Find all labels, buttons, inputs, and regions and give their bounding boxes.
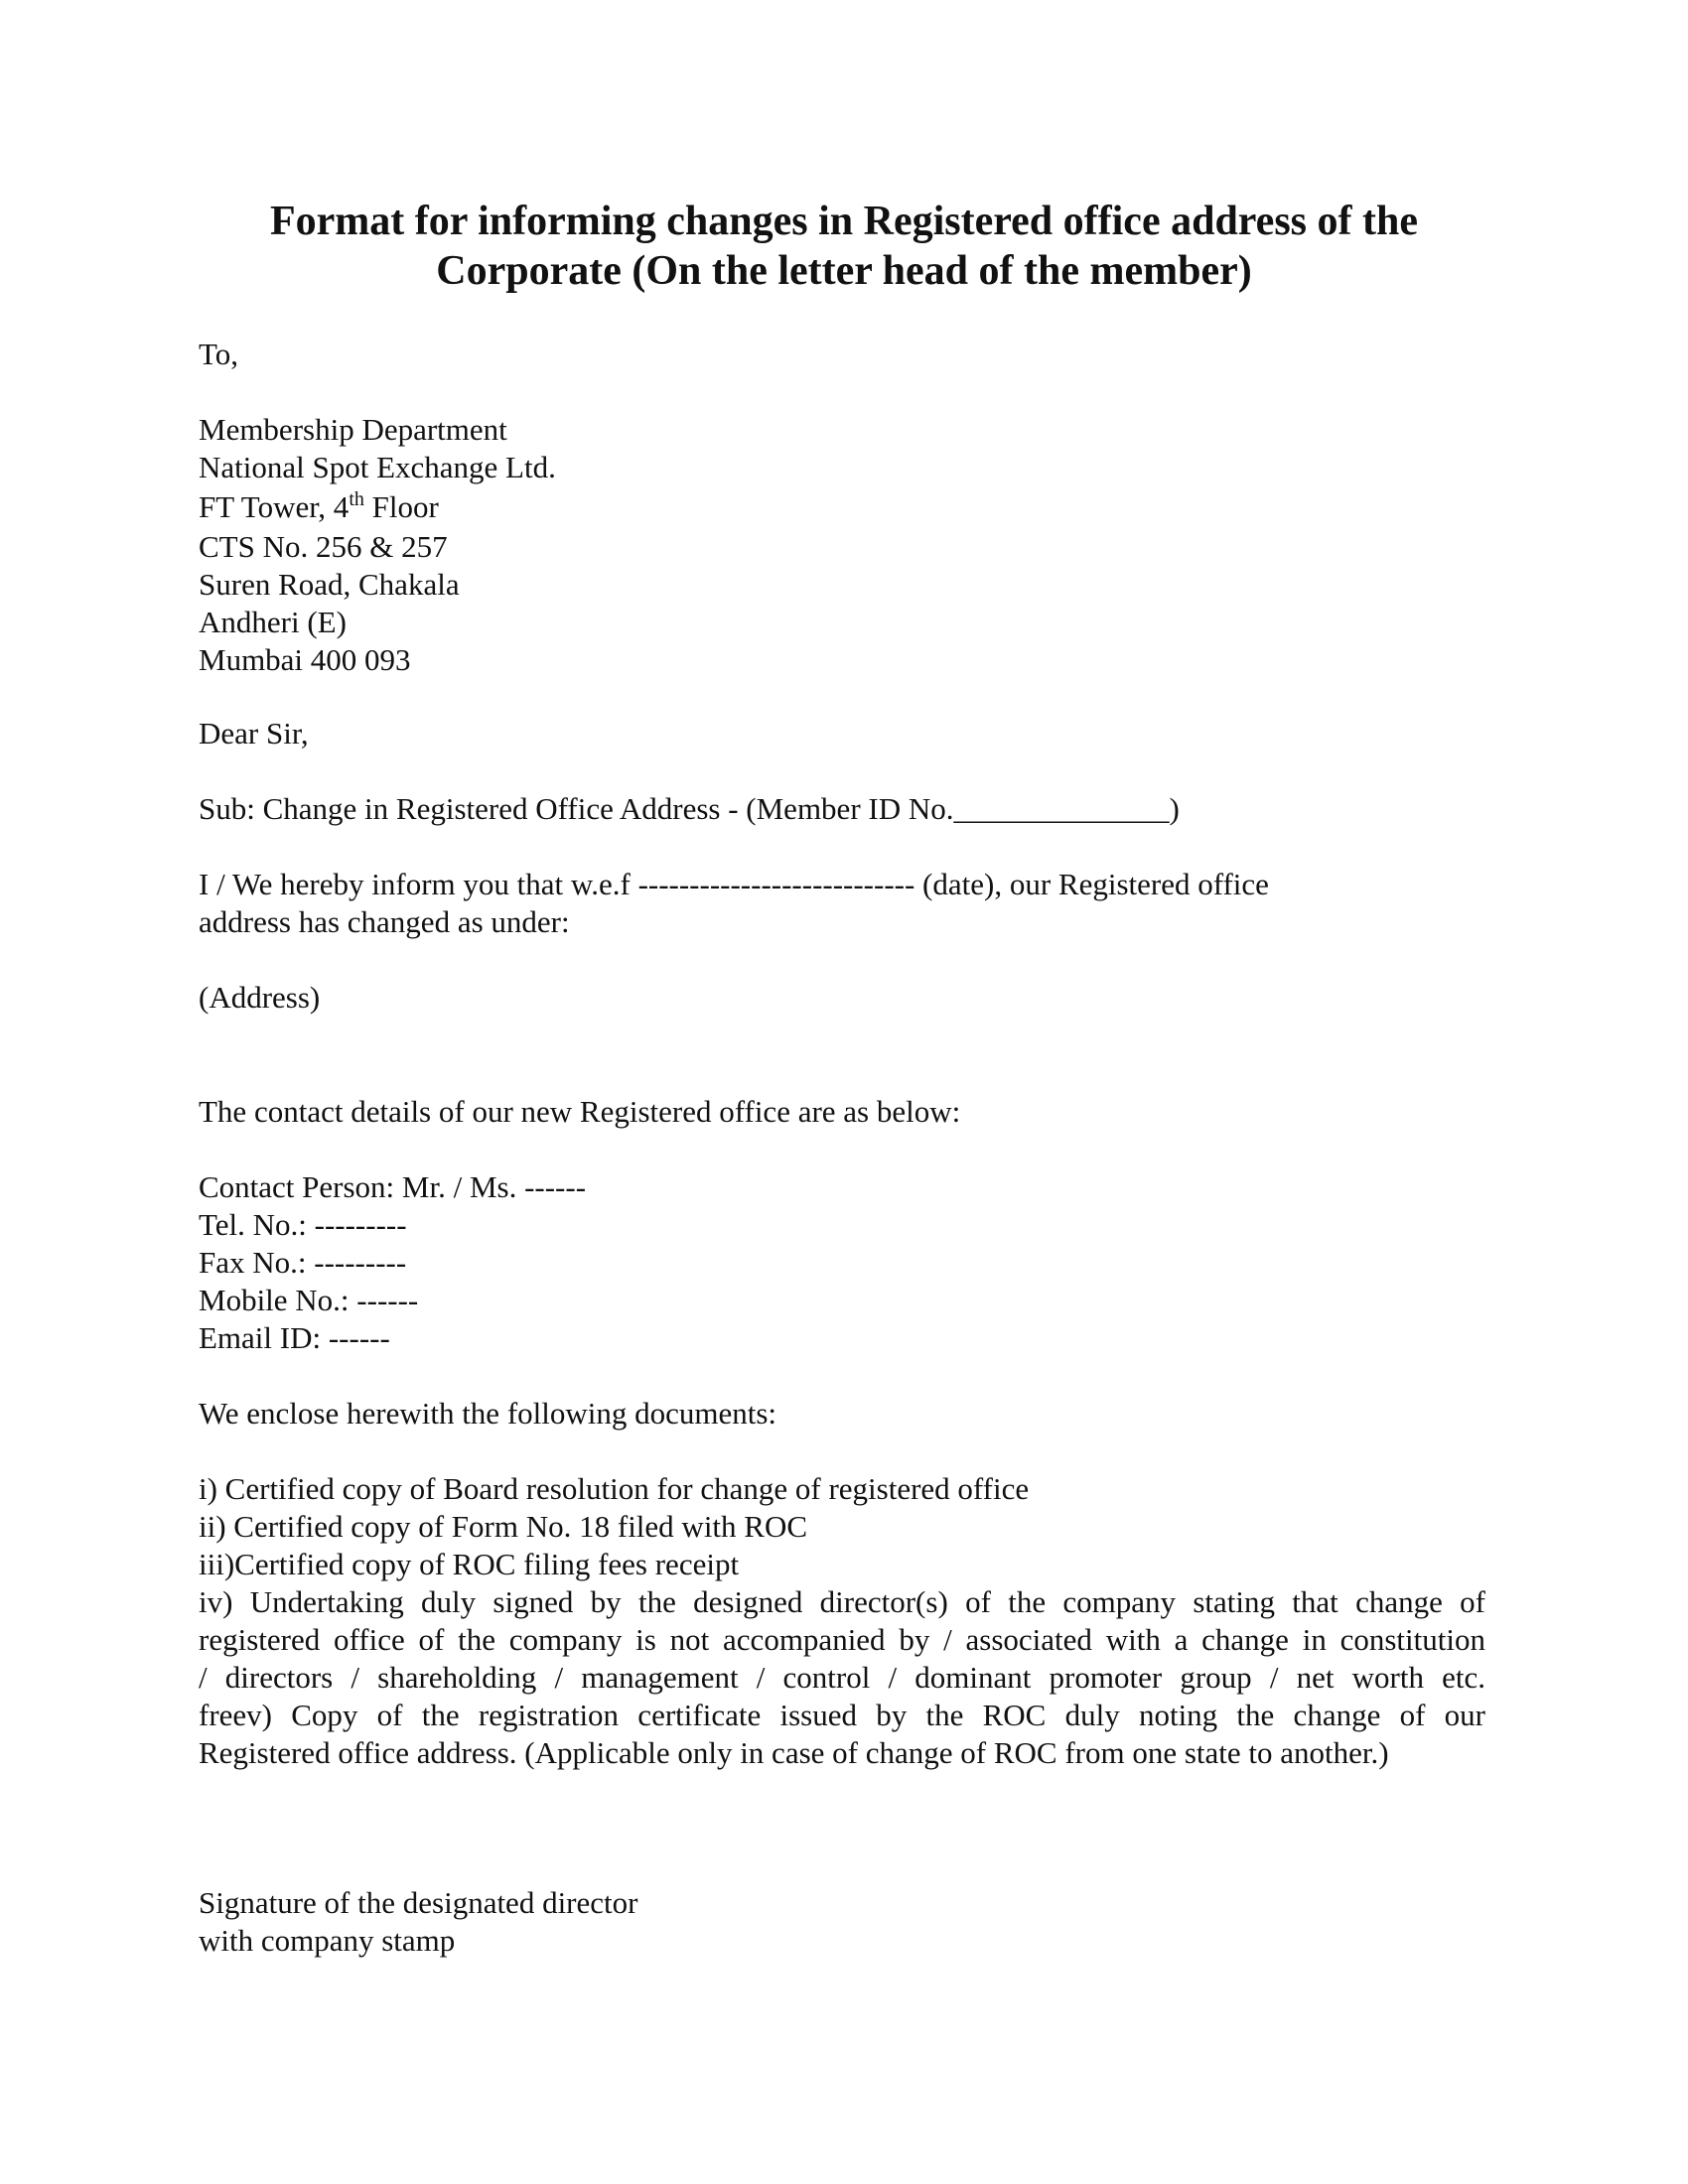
subject-line: Sub: Change in Registered Office Address - (Member ID No.______________) bbox=[199, 791, 1180, 826]
document-item-undertaking: iv) Undertaking duly signed by the designed director(s) of the company stating that change of registered office of the company is not accompanied by / associated with a change in constitution / directors / shareholding / management / control / dominant promoter group / net worth etc. freev) Copy of the registration certificate issued by the ROC duly noting the change of our Registered office address. (Applicable only in case of change of ROC from one state to another.) bbox=[199, 1584, 1485, 1770]
recipient-line: CTS No. 256 & 257 bbox=[199, 529, 448, 564]
signature-line-2: with company stamp bbox=[199, 1923, 456, 1958]
contact-person: Contact Person: Mr. / Ms. ------ bbox=[199, 1169, 587, 1204]
recipient-line: Andheri (E) bbox=[199, 605, 347, 639]
signature-line-1: Signature of the designated director bbox=[199, 1885, 638, 1920]
enclose-intro: We enclose herewith the following documents: bbox=[199, 1396, 777, 1431]
recipient-line: Suren Road, Chakala bbox=[199, 567, 460, 602]
title-line-2: Corporate (On the letter head of the member) bbox=[436, 248, 1252, 294]
document-item: iii)Certified copy of ROC filing fees receipt bbox=[199, 1547, 740, 1581]
contact-email: Email ID: ------ bbox=[199, 1320, 390, 1355]
contact-mobile: Mobile No.: ------ bbox=[199, 1283, 419, 1317]
salutation-to: To, bbox=[199, 337, 239, 371]
address-placeholder: (Address) bbox=[199, 980, 321, 1015]
document-item: ii) Certified copy of Form No. 18 filed with ROC bbox=[199, 1509, 808, 1544]
recipient-line: Mumbai 400 093 bbox=[199, 642, 411, 677]
document-title bbox=[199, 197, 1489, 296]
contact-tel: Tel. No.: --------- bbox=[199, 1207, 407, 1242]
contact-fax: Fax No.: --------- bbox=[199, 1245, 407, 1280]
document-item: i) Certified copy of Board resolution for change of registered office bbox=[199, 1471, 1030, 1506]
signature-block bbox=[199, 1884, 1485, 1960]
ordinal-superscript: th bbox=[349, 488, 364, 510]
recipient-address bbox=[199, 411, 1485, 679]
recipient-line: National Spot Exchange Ltd. bbox=[199, 450, 556, 484]
greeting: Dear Sir, bbox=[199, 716, 309, 751]
recipient-line: Membership Department bbox=[199, 412, 507, 447]
documents-list bbox=[199, 1470, 1485, 1583]
contact-details bbox=[199, 1168, 1485, 1357]
recipient-line: FT Tower, 4th Floor bbox=[199, 488, 439, 524]
title-line-1: Format for informing changes in Registered office address of the bbox=[269, 199, 1418, 244]
contact-intro: The contact details of our new Registered office are as below: bbox=[199, 1094, 961, 1129]
intro-paragraph: I / We hereby inform you that w.e.f --------------------------- (date), our Registered office address has changed as under: bbox=[199, 867, 1269, 939]
